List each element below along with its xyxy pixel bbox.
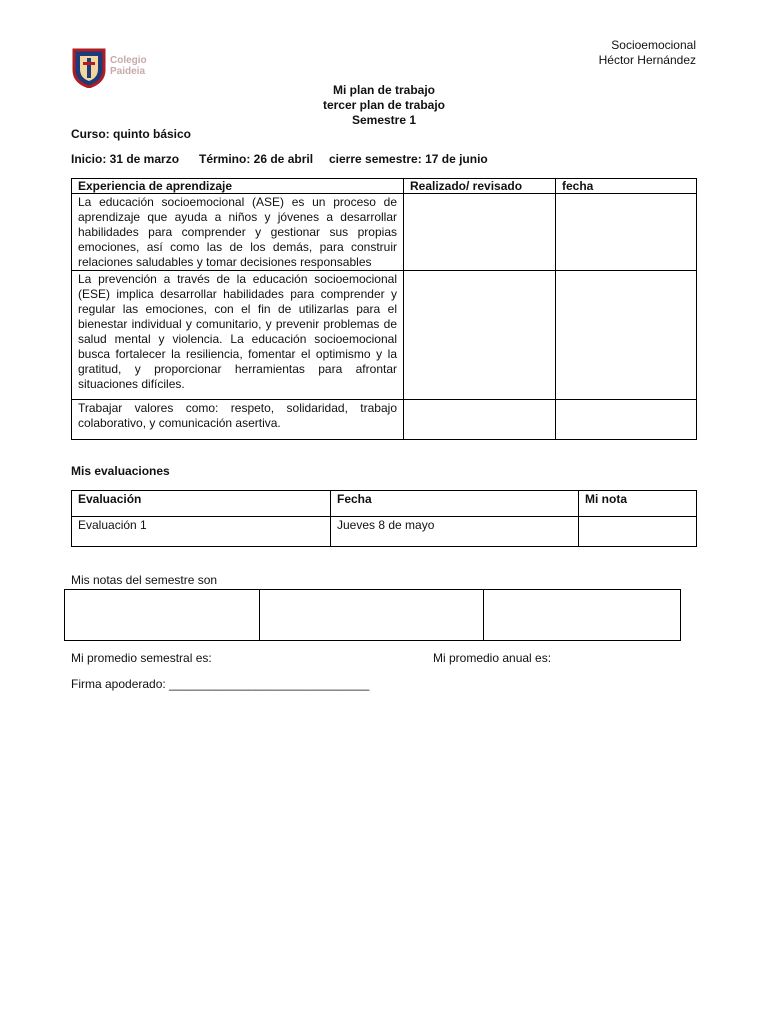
title-line-1: Mi plan de trabajo — [332, 83, 435, 97]
table-row — [72, 271, 697, 400]
annual-average-label: Mi promedio anual es: — [433, 651, 552, 665]
evaluation-grade[interactable] — [579, 517, 697, 547]
table-header-row — [72, 179, 697, 194]
logo-wordmark: Colegio Paideia — [110, 55, 147, 77]
start-date: Inicio: 31 de marzo — [71, 152, 180, 166]
table-row — [72, 517, 697, 547]
column-header: Experiencia de aprendizaje — [72, 179, 404, 194]
document-title — [0, 83, 768, 128]
column-header: Mi nota — [579, 491, 697, 517]
document-header — [599, 38, 696, 68]
table-row — [65, 590, 681, 641]
evaluation-name: Evaluación 1 — [72, 517, 331, 547]
done-cell[interactable] — [404, 194, 556, 271]
column-header: Realizado/ revisado — [404, 179, 556, 194]
crest-icon — [72, 48, 106, 88]
experience-cell: Trabajar valores como: respeto, solidaridad, trabajo colaborativo, y comunicación asertiva. — [72, 400, 404, 440]
teacher-name: Héctor Hernández — [598, 53, 696, 67]
date-cell[interactable] — [556, 400, 697, 440]
title-line-3: Semestre 1 — [351, 113, 417, 127]
grades-title: Mis notas del semestre son — [71, 573, 218, 587]
table-row — [72, 400, 697, 440]
grade-cell[interactable] — [260, 590, 484, 641]
semester-average-label: Mi promedio semestral es: — [71, 651, 212, 665]
column-header: fecha — [556, 179, 697, 194]
table-row — [72, 194, 697, 271]
course-label: Curso: quinto básico — [71, 127, 191, 141]
experience-cell: La prevención a través de la educación socioemocional (ESE) implica desarrollar habilidades para comprender y regular las emociones, con el fin de utilizarlas para el bienestar individual y comunitario, y prevenir problemas de salud mental y violencia. La educación socioemocional busca fortalecer la resiliencia, fomentar el optimismo y la gratitud, y proporcionar herramientas para afrontar situaciones difíciles. — [72, 271, 404, 400]
done-cell[interactable] — [404, 271, 556, 400]
date-cell[interactable] — [556, 271, 697, 400]
guardian-signature-line: Firma apoderado: ______________________________ — [71, 677, 370, 691]
column-header: Fecha — [331, 491, 579, 517]
column-header: Evaluación — [72, 491, 331, 517]
school-logo — [72, 48, 162, 88]
title-line-2: tercer plan de trabajo — [322, 98, 446, 112]
plan-table — [71, 178, 697, 440]
done-cell[interactable] — [404, 400, 556, 440]
table-header-row — [72, 491, 697, 517]
grades-table — [64, 589, 681, 641]
evaluation-date: Jueves 8 de mayo — [331, 517, 579, 547]
grade-cell[interactable] — [484, 590, 681, 641]
evaluations-table — [71, 490, 697, 547]
date-cell[interactable] — [556, 194, 697, 271]
grade-cell[interactable] — [65, 590, 260, 641]
evaluations-title: Mis evaluaciones — [71, 464, 170, 478]
semester-close-date: cierre semestre: 17 de junio — [329, 152, 488, 166]
end-date: Término: 26 de abril — [199, 152, 314, 166]
subject-label: Socioemocional — [611, 38, 696, 52]
experience-cell: La educación socioemocional (ASE) es un proceso de aprendizaje que ayuda a niños y jóvenes a desarrollar habilidades para comprender y gestionar sus propias emociones, así como las de los demás, para construir relaciones saludables y tomar decisiones responsables — [72, 194, 404, 271]
